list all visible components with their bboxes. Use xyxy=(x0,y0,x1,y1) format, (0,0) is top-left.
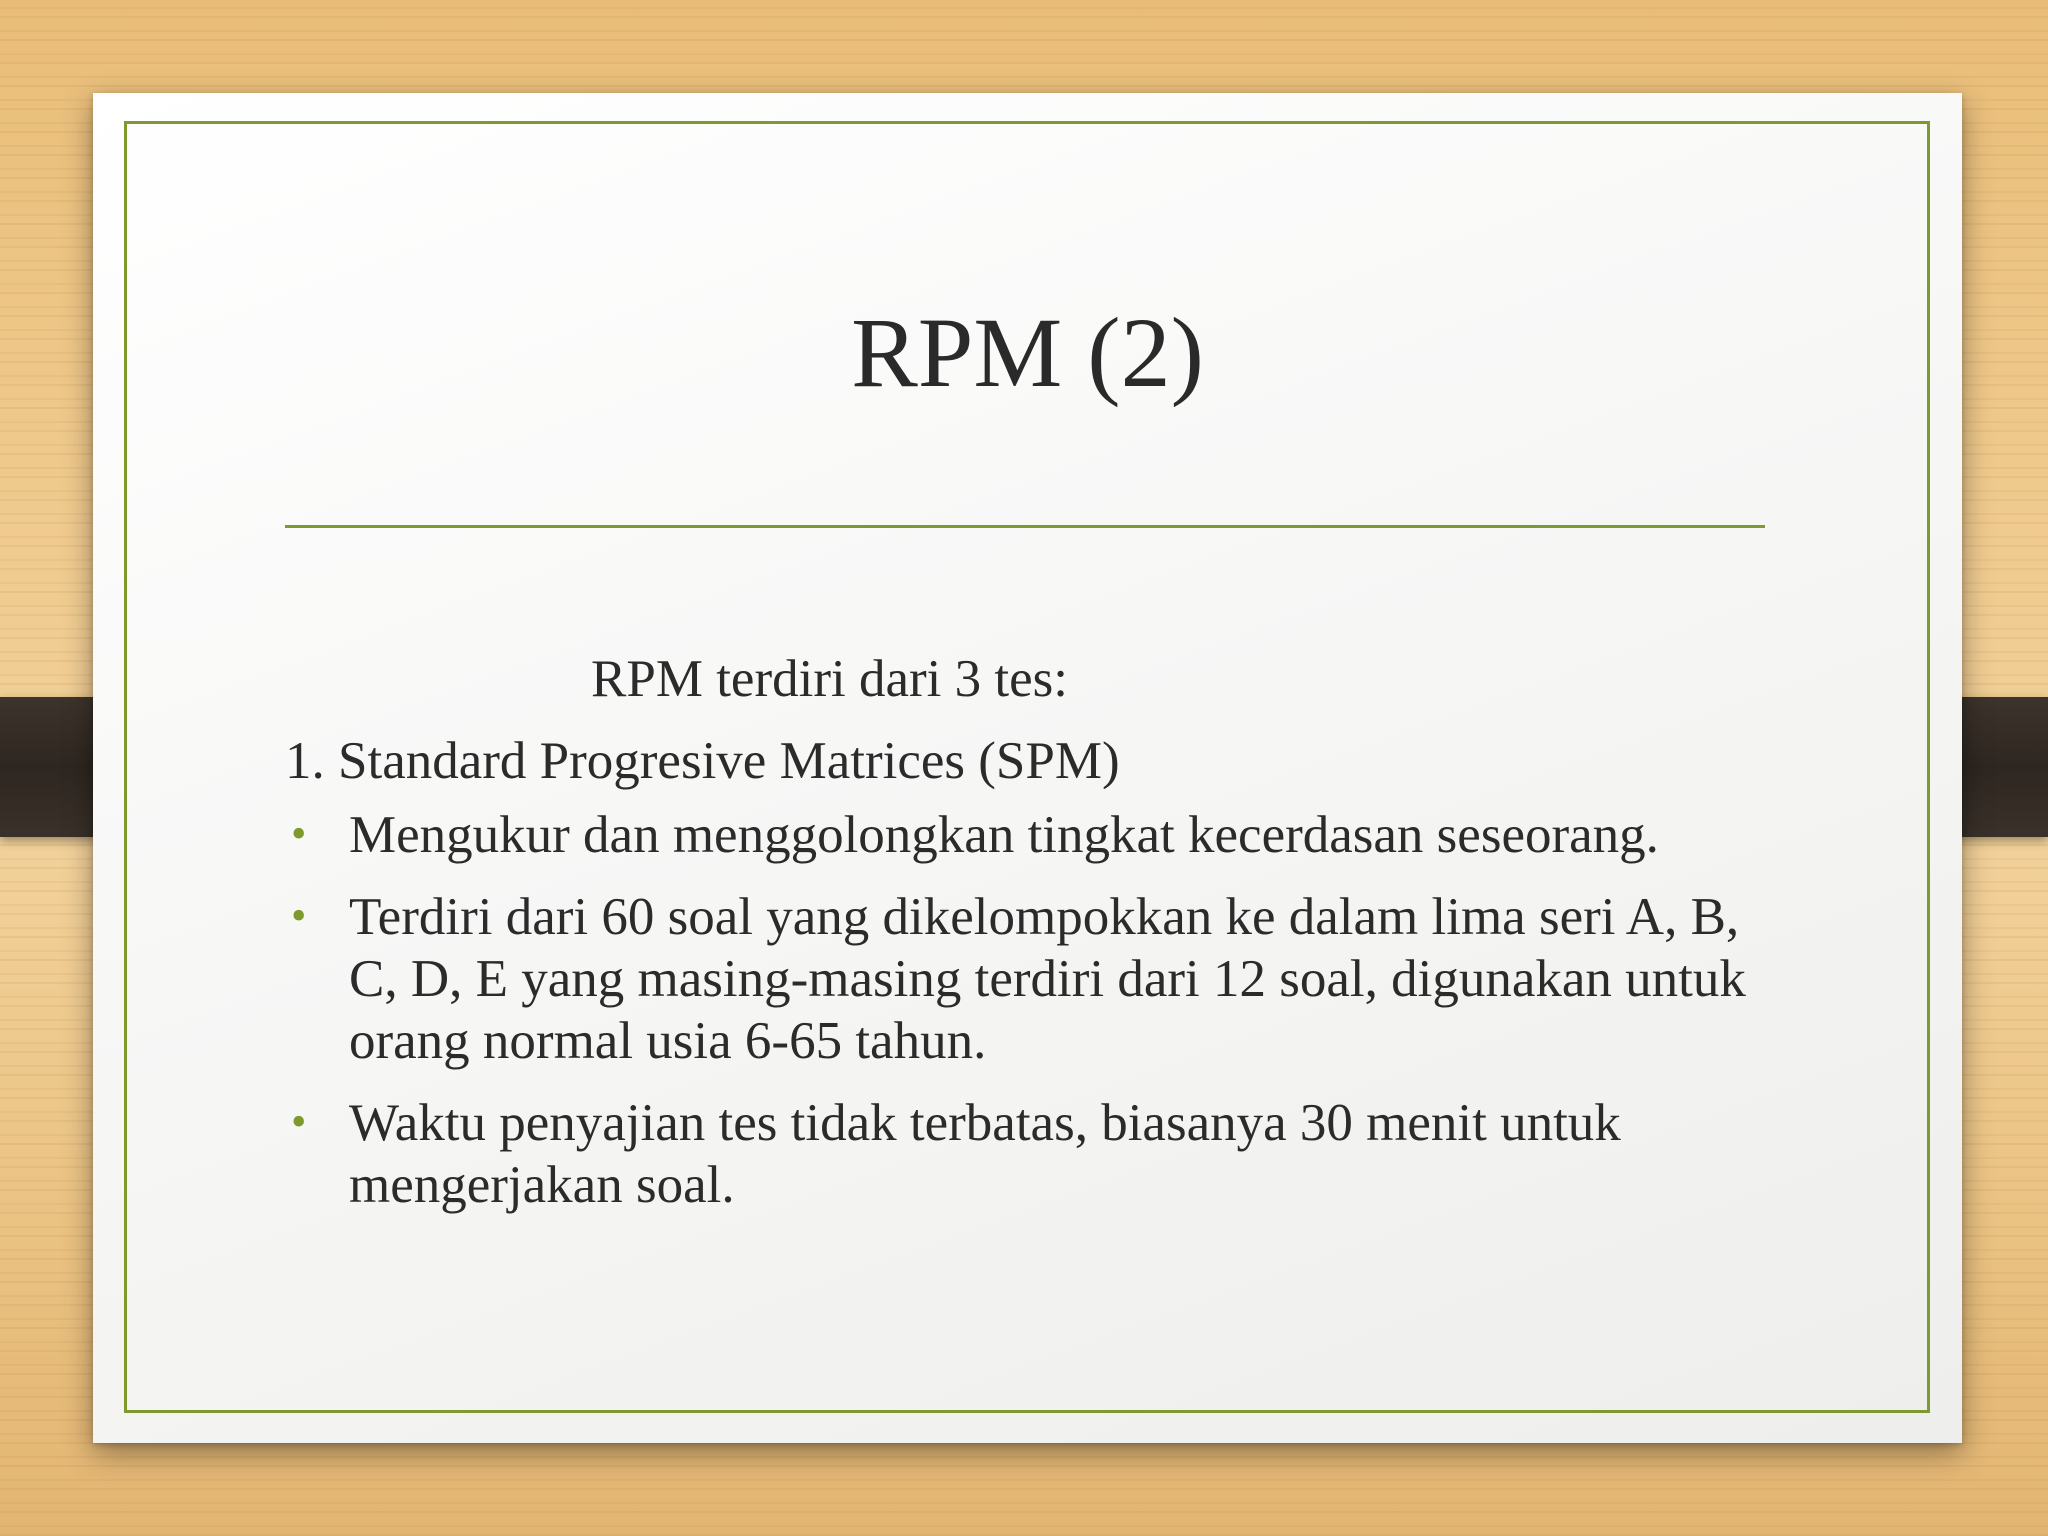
title-divider xyxy=(285,525,1765,528)
subheading-spm: 1. Standard Progresive Matrices (SPM) xyxy=(285,732,1120,790)
slide-title: RPM (2) xyxy=(851,297,1204,408)
bullet-icon: • xyxy=(291,809,307,858)
bullet-icon: • xyxy=(291,891,307,940)
bullet-item xyxy=(285,1092,1775,1216)
bullet-item xyxy=(285,886,1775,1072)
bullet-text: Mengukur dan menggolongkan tingkat kecerdasan seseorang. xyxy=(349,806,1659,864)
slide-card xyxy=(93,93,1962,1443)
bullet-text: Terdiri dari 60 soal yang dikelompokkan ke dalam lima seri A, B, C, D, E yang masing-masing terdiri dari 12 soal, digunakan untuk orang normal usia 6-65 tahun. xyxy=(349,888,1746,1070)
bullet-text: Waktu penyajian tes tidak terbatas, biasanya 30 menit untuk mengerjakan soal. xyxy=(349,1094,1621,1214)
bullet-icon: • xyxy=(291,1097,307,1146)
bullet-list xyxy=(285,804,1775,1216)
intro-text: RPM terdiri dari 3 tes: xyxy=(591,650,1068,708)
slide-body xyxy=(285,648,1775,1236)
bullet-item xyxy=(285,804,1775,866)
